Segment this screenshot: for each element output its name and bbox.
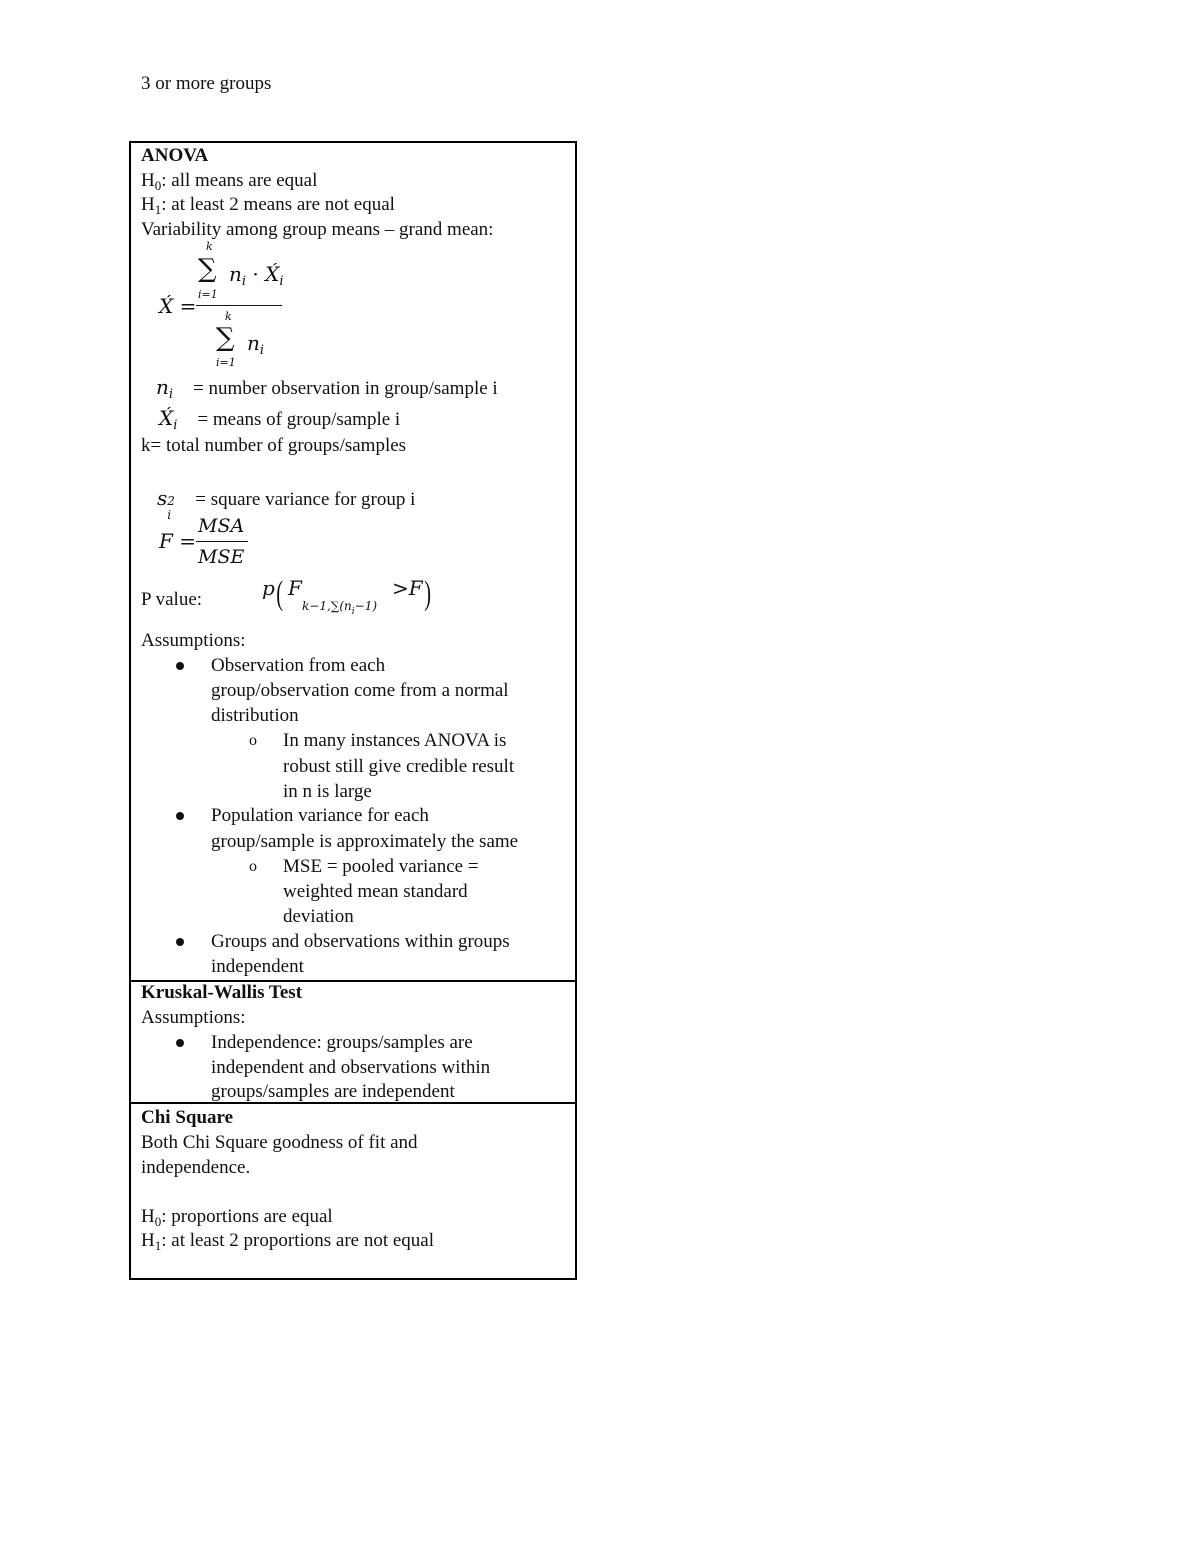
bullet-icon bbox=[176, 938, 184, 946]
anova-h1: $H_1$: at least 2 means are not equal bbox=[141, 194, 395, 217]
anova-assumptions-label: Assumptions: bbox=[141, 630, 246, 651]
page-heading: 3 or more groups bbox=[141, 73, 272, 94]
pvalue-label: P value: bbox=[141, 589, 203, 610]
chi-title: Chi Square bbox=[141, 1107, 234, 1128]
bullet-icon bbox=[176, 662, 184, 670]
anova-h0: $H_0$: all means are equal bbox=[141, 170, 318, 193]
circle-bullet-icon: o bbox=[249, 858, 257, 875]
ni-definition: $n_i$ = number observation in group/sample i bbox=[156, 375, 498, 402]
si-definition: s 2 i = square variance for group i bbox=[157, 486, 416, 522]
anova-title: ANOVA bbox=[141, 145, 209, 166]
kruskal-assumption-line: Independence: groups/samples are bbox=[211, 1032, 473, 1053]
chi-h1: $H_1$: at least 2 proportions are not equal bbox=[141, 1230, 435, 1253]
k-definition: k= total number of groups/samples bbox=[141, 435, 407, 456]
bullet-icon bbox=[176, 1039, 184, 1047]
chi-line-2: independence. bbox=[141, 1157, 251, 1178]
kruskal-title: Kruskal-Wallis Test bbox=[141, 982, 303, 1003]
xi-definition: $X́_i$ = means of group/sample i bbox=[159, 406, 401, 433]
kruskal-assumption-line: groups/samples are independent bbox=[211, 1081, 455, 1102]
anova-variability: Variability among group means – grand mean: bbox=[141, 219, 494, 240]
bullet-icon bbox=[176, 812, 184, 820]
kruskal-assumption-line: independent and observations within bbox=[211, 1057, 491, 1078]
chi-line-1: Both Chi Square goodness of fit and bbox=[141, 1132, 418, 1153]
circle-bullet-icon: o bbox=[249, 732, 257, 749]
kruskal-assumptions-label: Assumptions: bbox=[141, 1007, 246, 1028]
chi-h0: $H_0$: proportions are equal bbox=[141, 1206, 333, 1229]
